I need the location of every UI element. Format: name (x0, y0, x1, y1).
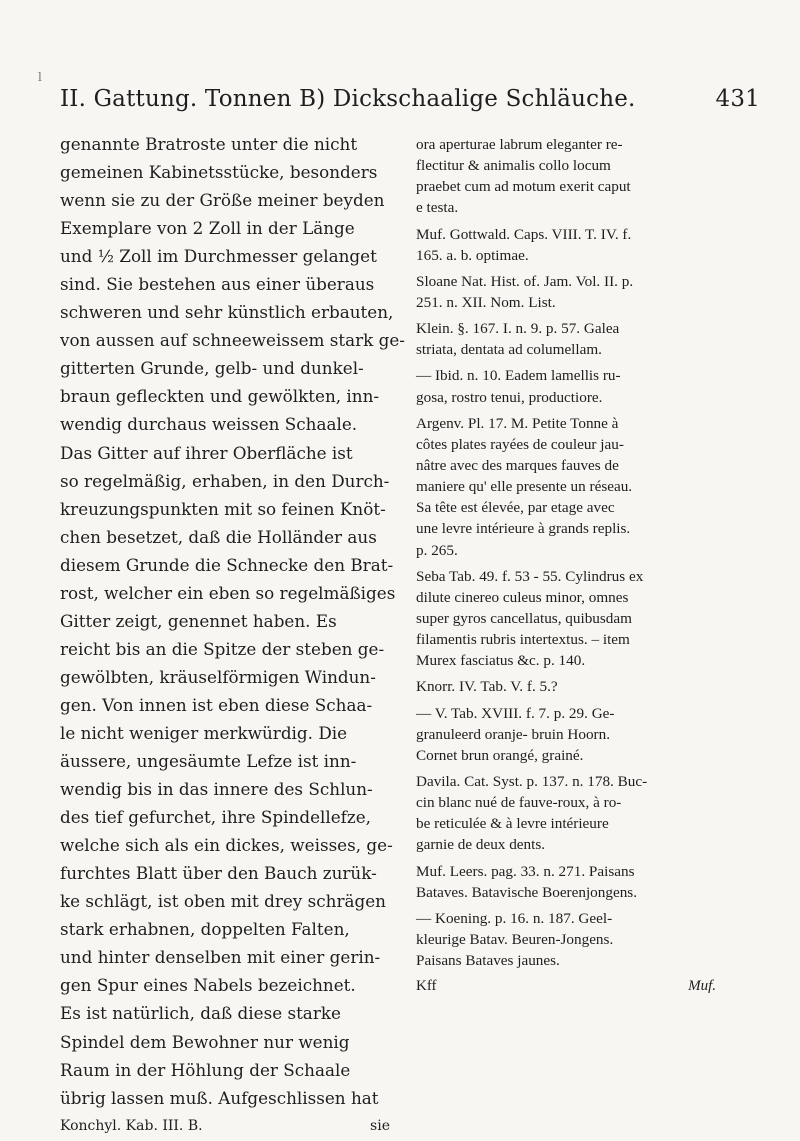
reference-line: — Koening. p. 16. n. 187. Geel- (416, 909, 613, 927)
reference-line: une levre intérieure à grands replis. (416, 520, 631, 538)
reference-entry (416, 413, 766, 561)
reference-line: super gyros cancellatus, quibusdam (416, 609, 632, 627)
right-column-references (416, 134, 766, 997)
reference-line: Davila. Cat. Syst. p. 137. n. 178. Buc- (416, 772, 648, 790)
reference-line: filamentis rubris intertextus. – item (416, 631, 630, 649)
reference-line: e testa. (416, 199, 459, 217)
text-line: Spindel dem Bewohner nur wenig (60, 1031, 350, 1052)
reference-line: Knorr. IV. Tab. V. f. 5.? (416, 678, 558, 696)
reference-line: 165. a. b. optimae. (416, 246, 529, 264)
text-line: gitterten Grunde, gelb- und dunkel- (60, 358, 364, 379)
text-line: übrig lassen muß. Aufgeschlissen hat (60, 1087, 379, 1108)
text-line: Exemplare von 2 Zoll in der Länge (60, 218, 355, 239)
text-line: le nicht weniger merkwürdig. Die (60, 722, 348, 743)
reference-entry (416, 908, 766, 971)
text-line: reicht bis an die Spitze der steben ge- (60, 638, 385, 659)
header-title: II. Gattung. Tonnen B) Dickschaalige Schläuche. (60, 86, 636, 112)
reference-line: kleurige Batav. Beuren-Jongens. (416, 930, 614, 948)
text-line: rost, welcher ein eben so regelmäßiges (60, 582, 396, 603)
text-line: gen. Von innen ist eben diese Schaa- (60, 694, 373, 715)
reference-line: ora aperturae labrum eleganter re- (416, 136, 623, 153)
reference-line: Cornet brun orangé, grainé. (416, 746, 584, 764)
reference-entry (416, 861, 766, 903)
reference-line: Muf. Gottwald. Caps. VIII. T. IV. f. (416, 225, 632, 243)
text-line: genannte Bratroste unter die nicht (60, 134, 358, 154)
reference-line: — V. Tab. XVIII. f. 7. p. 29. Ge- (416, 704, 615, 722)
text-line: Das Gitter auf ihrer Oberfläche ist (60, 442, 353, 463)
page-number: 431 (715, 86, 760, 112)
left-column-text (60, 130, 405, 1140)
reference-entry (416, 676, 766, 697)
text-line: von aussen auf schneeweissem stark ge- (60, 330, 405, 351)
text-line: so regelmäßig, erhaben, in den Durch- (60, 470, 390, 491)
reference-entry (416, 271, 766, 313)
reference-line: p. 265. (416, 541, 458, 559)
text-line: kreuzungspunkten mit so feinen Knöt- (60, 498, 386, 519)
text-line: und hinter denselben mit einer gerin- (60, 947, 381, 968)
text-line: Raum in der Höhlung der Schaale (60, 1059, 351, 1080)
reference-entry (416, 318, 766, 360)
text-line: ke schlägt, ist oben mit drey schrägen (60, 891, 386, 912)
text-line: diesem Grunde die Schnecke den Brat- (60, 554, 394, 575)
reference-line: granuleerd oranje- bruin Hoorn. (416, 725, 610, 743)
reference-line: 251. n. XII. Nom. List. (416, 293, 556, 311)
reference-line: dilute cinereo culeus minor, omnes (416, 588, 629, 606)
right-footer (416, 976, 716, 997)
reference-line: striata, dentata ad columellam. (416, 341, 602, 359)
reference-line: — Ibid. n. 10. Eadem lamellis ru- (416, 367, 621, 385)
reference-line: maniere qu' elle presente un réseau. (416, 478, 633, 496)
catchword: sie (370, 1117, 390, 1134)
text-line: gemeinen Kabinetsstücke, besonders (60, 162, 378, 183)
reference-line: Klein. §. 167. I. n. 9. p. 57. Galea (416, 320, 620, 338)
reference-line: nâtre avec des marques fauves de (416, 456, 619, 474)
catchword: Muf. (688, 978, 716, 995)
reference-line: flectitur & animalis collo locum (416, 157, 611, 175)
reference-entry (416, 224, 766, 266)
reference-line: Sa tête est élevée, par etage avec (416, 499, 615, 517)
text-line: stark erhabnen, doppelten Falten, (60, 919, 350, 940)
text-line: wendig durchaus weissen Schaale. (60, 414, 358, 435)
reference-line: cin blanc nué de fauve-roux, à ro- (416, 794, 622, 812)
reference-line: praebet cum ad motum exerit caput (416, 178, 631, 196)
reference-line: garnie de deux dents. (416, 836, 546, 854)
text-line: äussere, ungesäumte Lefze ist inn- (60, 751, 357, 772)
text-line: gewölbten, kräuselförmigen Windun- (60, 666, 376, 687)
text-line: schweren und sehr künstlich erbauten, (60, 302, 394, 323)
text-line: wendig bis in das innere des Schlun- (60, 779, 373, 800)
reference-line: Sloane Nat. Hist. of. Jam. Vol. II. p. (416, 272, 634, 290)
reference-line: gosa, rostro tenui, productiore. (416, 388, 603, 406)
reference-line: be reticulée & à levre intérieure (416, 815, 609, 833)
running-header (60, 86, 760, 120)
reference-entry (416, 365, 766, 407)
reference-entry (416, 566, 766, 672)
text-line: braun gefleckten und gewölkten, inn- (60, 386, 380, 407)
text-line: Es ist natürlich, daß diese starke (60, 1003, 341, 1024)
reference-entry (416, 703, 766, 766)
reference-line: Bataves. Batavische Boerenjongens. (416, 883, 637, 901)
text-line: wenn sie zu der Größe meiner beyden (60, 190, 385, 211)
signature-mark: Konchyl. Kab. III. B. (60, 1117, 203, 1134)
signature-mark: Kff (416, 978, 437, 995)
reference-line: Seba Tab. 49. f. 53 - 55. Cylindrus ex (416, 567, 644, 585)
reference-line: Paisans Bataves jaunes. (416, 952, 560, 970)
reference-line: Murex fasciatus &c. p. 140. (416, 652, 586, 670)
reference-line: côtes plates rayées de couleur jau- (416, 435, 624, 453)
text-line: furchtes Blatt über den Bauch zurük- (60, 863, 377, 884)
reference-entry (416, 134, 766, 219)
signature-line (60, 1112, 390, 1140)
text-line: sind. Sie bestehen aus einer überaus (60, 274, 375, 295)
reference-line: Muf. Leers. pag. 33. n. 271. Paisans (416, 862, 635, 880)
text-line: welche sich als ein dickes, weisses, ge- (60, 835, 393, 856)
text-line: des tief gefurchet, ihre Spindellefze, (60, 807, 372, 828)
reference-line: Argenv. Pl. 17. M. Petite Tonne à (416, 414, 619, 432)
text-line: Gitter zeigt, genennet haben. Es (60, 610, 337, 631)
text-line: und ½ Zoll im Durchmesser gelanget (60, 246, 377, 267)
reference-entry (416, 771, 766, 856)
text-line: chen besetzet, daß die Holländer aus (60, 526, 377, 547)
text-line: gen Spur eines Nabels bezeichnet. (60, 975, 356, 996)
corner-mark: l (38, 70, 42, 84)
